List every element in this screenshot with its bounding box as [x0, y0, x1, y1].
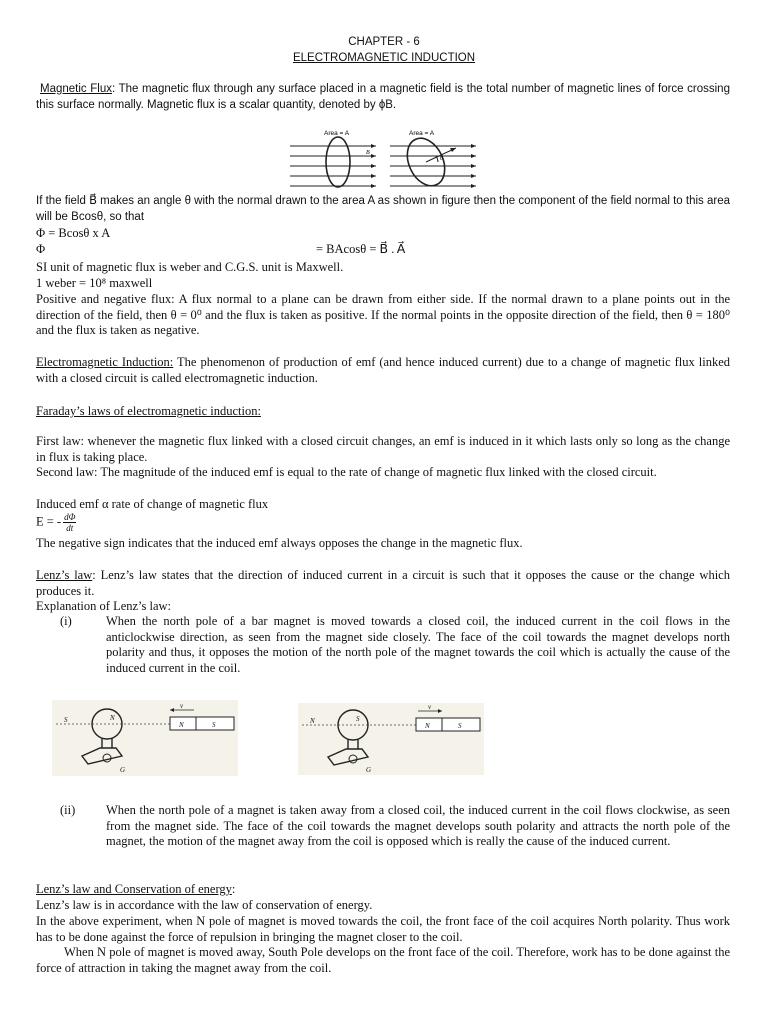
lenz-figure-left — [52, 700, 238, 776]
conservation-line-1: Lenz’s law is in accordance with the law of conservation of energy. — [36, 898, 373, 912]
lenz-law-text: : Lenz’s law states that the direction of induced current in a circuit is such that it opposes the cause or the change which produces it. — [36, 568, 730, 598]
lenz-law-paragraph — [36, 568, 730, 599]
flux-equation-2-left: Φ — [36, 242, 46, 256]
em-induction-paragraph — [36, 355, 730, 386]
conservation-line-3: When N pole of magnet is moved away, South Pole develops on the front face of the coil. Therefore, work has to be done against the force of attraction in taking the magnet away from the coil. — [36, 945, 730, 975]
chapter-title: ELECTROMAGNETIC INDUCTION — [292, 52, 476, 64]
si-unit-line: SI unit of magnetic flux is weber and C.G.S. unit is Maxwell. — [36, 260, 344, 274]
coil-left-pole-label: N — [310, 717, 315, 725]
conservation-line-2: In the above experiment, when N pole of magnet is moved towards the coil, the front face of the coil acquires North polarity. Thus work has to be done against the force of repulsion in bringing the magnet closer to the coil. — [36, 914, 730, 944]
velocity-label: v — [428, 703, 432, 711]
emf-fraction-denominator: dt — [66, 523, 74, 533]
emf-fraction-numerator: dΦ — [64, 512, 76, 522]
em-induction-heading: Electromagnetic Induction: — [36, 355, 174, 369]
coil-center-pole-label: S — [356, 715, 360, 723]
chapter-label: CHAPTER - 6 — [348, 36, 420, 48]
galvanometer-label: G — [366, 766, 372, 774]
weber-maxwell-line: 1 weber = 10⁸ maxwell — [36, 276, 153, 290]
conservation-heading-line — [36, 882, 235, 898]
area-label-right: Area = A — [409, 130, 435, 137]
item-1-number: (i) — [60, 614, 72, 628]
flux-equation-2-right: = BAcosθ = B⃗ . A⃗ — [316, 242, 406, 256]
emf-equation — [36, 512, 76, 533]
lenz-figure-right — [298, 703, 484, 775]
velocity-label: v — [180, 702, 184, 710]
faraday-second-law: Second law: The magnitude of the induced emf is equal to the rate of change of magnetic flux linked with the closed circuit. — [36, 465, 657, 479]
flux-equation-1: Φ = Bcosθ x A — [36, 226, 111, 240]
magnet-s-label: S — [212, 721, 216, 729]
area-label-left: Area = A — [324, 130, 350, 137]
magnet-s-label: S — [458, 722, 462, 730]
emf-fraction — [63, 512, 76, 533]
galvanometer-label: G — [120, 766, 126, 774]
theta-label: θ — [440, 156, 443, 162]
field-angle-paragraph: If the field B⃗ makes an angle θ with the normal drawn to the area A as shown in figure then the component of the field normal to this area will be Bcosθ, so that — [36, 195, 730, 223]
conservation-heading: Lenz’s law and Conservation of energy — [36, 882, 232, 896]
magnet-n-label: N — [179, 721, 184, 729]
item-1-text: When the north pole of a bar magnet is moved towards a closed coil, the induced current in the coil flows in the anticlockwise direction, as seen from the magnet side closely. The face of the coil towards the magnet develops north polarity and thus, it opposes the motion of the north pole of the magnet towards the coil which is actually the cause of the induced current in the coil. — [106, 614, 730, 675]
lenz-law-heading: Lenz’s law — [36, 568, 93, 582]
faraday-first-law: First law: whenever the magnetic flux linked with a closed circuit changes, an emf is induced in it which lasts only so long as the change in flux is taking place. — [36, 434, 730, 464]
b-field-label: B — [366, 150, 370, 156]
flux-area-figure — [288, 124, 478, 192]
conservation-heading-colon: : — [231, 882, 236, 896]
positive-negative-flux-paragraph: Positive and negative flux: A flux normal to a plane can be drawn from either side. If the normal drawn to a plane points out in the direction of the field, then θ = 0⁰ and the flux is taken as positive. If the normal points in the opposite direction of the field, then θ = 180⁰ and the flux is taken as negative. — [36, 292, 730, 338]
item-2-number: (ii) — [60, 803, 76, 817]
em-induction-text: The phenomenon of production of emf (and hence induced current) due to a change of magnetic flux linked with a closed circuit is called electromagnetic induction. — [36, 355, 730, 385]
item-2-text: When the north pole of a magnet is taken away from a closed coil, the induced current in the coil flows clockwise, as seen from the magnet side. The face of the coil towards the magnet develops south polarity and attracts the north pole of the magnet, the motion of the magnet away from the coil is opposed which is really the cause of the induced current. — [106, 803, 730, 849]
magnetic-flux-heading: Magnetic Flux — [40, 83, 112, 95]
emf-equation-lhs: E = - — [36, 514, 62, 529]
lenz-explanation-heading: Explanation of Lenz’s law: — [36, 599, 172, 613]
negative-sign-line: The negative sign indicates that the induced emf always opposes the change in the magnetic flux. — [36, 536, 523, 550]
magnetic-flux-text: : The magnetic flux through any surface placed in a magnetic field is the total number of magnetic lines of force crossing this surface normally. Magnetic flux is a scalar quantity, denoted by ϕB. — [36, 83, 730, 111]
faraday-heading: Faraday’s laws of electromagnetic induction: — [36, 404, 261, 418]
magnetic-flux-paragraph — [36, 82, 730, 113]
proportional-line: Induced emf α rate of change of magnetic flux — [36, 497, 269, 511]
coil-center-pole-label: N — [110, 714, 115, 722]
magnet-n-label: N — [425, 722, 430, 730]
coil-left-pole-label: S — [64, 716, 68, 724]
